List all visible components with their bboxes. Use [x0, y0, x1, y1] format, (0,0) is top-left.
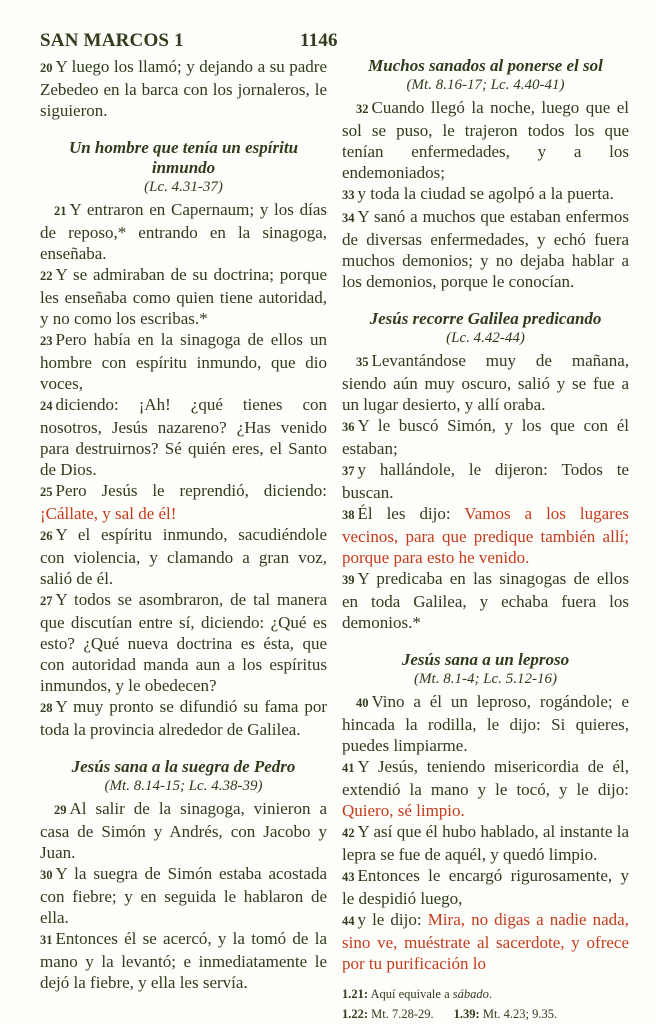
section-heading: [342, 650, 629, 689]
verse-text: y le dijo:: [357, 910, 428, 929]
verse-number: 42: [342, 826, 355, 840]
verse-text: Y el espíritu inmundo, sacudiéndole con violencia, y clamando a gran voz, salió de él.: [40, 525, 327, 588]
verse-text: Y le buscó Simón, y los que con él estaban;: [342, 416, 629, 458]
verse-number: 21: [54, 204, 67, 218]
verse-number: 28: [40, 701, 53, 715]
verse-text: Pero Jesús le reprendió, diciendo:: [55, 481, 327, 500]
verse-21: [40, 199, 327, 264]
verse-31: [40, 928, 327, 993]
verse-number: 20: [40, 61, 53, 75]
verse-number: 26: [40, 529, 53, 543]
footnote-entry: [342, 1007, 434, 1021]
verse-text: Y así que él hubo hablado, al instante la lepra se fue de aquél, y quedó limpio.: [342, 822, 629, 864]
verse-text: Entonces él se acercó, y la tomó de la mano y la levantó; e inmediatamente le dejó la fiebre, y ella les servía.: [40, 929, 327, 992]
footnotes: [342, 974, 629, 1024]
verse-28: [40, 696, 327, 740]
verse-number: 27: [40, 594, 53, 608]
verse-number: 22: [40, 269, 53, 283]
verse-20: [40, 56, 327, 121]
footnote-line: [342, 1004, 629, 1024]
verse-number: 44: [342, 914, 355, 928]
verse-text: Y entraron en Capernaum; y los días de reposo,* entrando en la sinagoga, enseñaba.: [40, 200, 327, 263]
verse-38: [342, 503, 629, 568]
verse-number: 30: [40, 868, 53, 882]
verse-number: 36: [342, 420, 355, 434]
verse-44: [342, 909, 629, 974]
verse-text: Y muy pronto se difundió su fama por toda la provincia alrededor de Galilea.: [40, 697, 327, 739]
verse-text: Y la suegra de Simón estaba acostada con fiebre; y en seguida le hablaron de ella.: [40, 864, 327, 927]
verse-text: Pero había en la sinagoga de ellos un hombre con espíritu inmundo, que dio voces,: [40, 330, 327, 393]
footnote-reference: 1.39:: [453, 1007, 480, 1021]
verse-number: 34: [342, 211, 355, 225]
page-header: [40, 30, 630, 56]
section-title: Un hombre que tenía un espíritu inmundo: [68, 138, 299, 177]
column-right: [342, 56, 629, 1024]
verse-number: 39: [342, 573, 355, 587]
verse-43: [342, 865, 629, 909]
verse-text: Levantándose muy de mañana, siendo aún muy oscuro, salió y se fue a un lugar desierto, y allí oraba.: [342, 351, 629, 414]
verse-40: [342, 691, 629, 756]
section-title: Jesús sana a un leproso: [401, 650, 570, 669]
section-title: Jesús recorre Galilea predicando: [369, 309, 602, 328]
footnote-reference: 1.21:: [342, 987, 369, 1001]
verse-text: Y Jesús, teniendo misericordia de él, extendió la mano y le tocó, y le dijo:: [342, 757, 629, 799]
verse-23: [40, 329, 327, 394]
verse-text: diciendo: ¡Ah! ¿qué tienes con nosotros, Jesús nazareno? ¿Has venido para destruirnos? Sé quién eres, el Santo de Dios.: [40, 395, 327, 479]
verse-text: Vino a él un leproso, rogándole; e hincada la rodilla, le dijo: Si quieres, puedes limpiarme.: [342, 692, 629, 755]
verse-number: 23: [40, 334, 53, 348]
verse-number: 32: [356, 102, 369, 116]
verse-text: Y se admiraban de su doctrina; porque les enseñaba como quien tiene autoridad, y no como los escribas.*: [40, 265, 327, 328]
red-letter-text: ¡Cállate, y sal de él!: [40, 504, 177, 523]
verse-text: Entonces le encargó rigurosamente, y le despidió luego,: [342, 866, 629, 908]
verse-32: [342, 97, 629, 183]
footnote-entry: [454, 1007, 557, 1021]
book-title: SAN MARCOS 1: [40, 30, 184, 51]
footnote-entry: [342, 987, 492, 1001]
section-reference: (Lc. 4.42-44): [446, 330, 525, 346]
section-heading: [342, 309, 629, 348]
section-heading: [40, 138, 327, 197]
verse-text: Y todos se asombraron, de tal manera que discutían entre sí, diciendo: ¿Qué es esto? ¿Qué nueva doctrina es ésta, que con autoridad manda aun a los espíritus inmundos, y le obedecen?: [40, 590, 327, 695]
verse-26: [40, 524, 327, 589]
verse-35: [342, 350, 629, 415]
verse-24: [40, 394, 327, 480]
verse-text: Y luego los llamó; y dejando a su padre Zebedeo en la barca con los jornaleros, le siguieron.: [40, 57, 327, 120]
page-number: 1146: [300, 30, 338, 51]
footnote-text: sábado: [452, 987, 489, 1001]
section-title: Jesús sana a la suegra de Pedro: [71, 757, 296, 776]
verse-text: Y sanó a muchos que estaban enfermos de diversas enfermedades, y echó fuera muchos demonios; y no dejaba hablar a los demonios, porque le conocían.: [342, 207, 629, 291]
verse-text: y hallándole, le dijeron: Todos te buscan.: [342, 460, 629, 502]
section-reference: (Lc. 4.31-37): [144, 179, 223, 195]
column-left: [40, 56, 327, 1024]
verse-text: Él les dijo:: [357, 504, 465, 523]
verse-42: [342, 821, 629, 865]
footnote-reference: 1.22:: [342, 1007, 369, 1021]
footnote-text: Mt. 4.23; 9.35.: [482, 1007, 558, 1021]
section-title: Muchos sanados al ponerse el sol: [368, 56, 603, 75]
section-reference: (Mt. 8.14-15; Lc. 4.38-39): [104, 778, 263, 794]
verse-30: [40, 863, 327, 928]
verse-39: [342, 568, 629, 633]
verse-37: [342, 459, 629, 503]
section-heading: [342, 56, 629, 95]
section-heading: [40, 757, 327, 796]
verse-22: [40, 264, 327, 329]
verse-number: 40: [356, 696, 369, 710]
verse-number: 24: [40, 399, 53, 413]
verse-text: Cuando llegó la noche, luego que el sol se puso, le trajeron todos los que tenían enfermedades, y a los endemoniados;: [342, 98, 629, 182]
verse-text: Y predicaba en las sinagogas de ellos en toda Galilea, y echaba fuera los demonios.*: [342, 569, 629, 632]
footnote-text: Mt. 7.28-29.: [371, 1007, 434, 1021]
verse-25: [40, 480, 327, 524]
verse-number: 38: [342, 508, 355, 522]
verse-41: [342, 756, 629, 821]
verse-number: 43: [342, 870, 355, 884]
verse-number: 35: [356, 355, 369, 369]
verse-number: 37: [342, 464, 355, 478]
red-letter-text: Quiero, sé limpio.: [342, 801, 465, 820]
section-reference: (Mt. 8.1-4; Lc. 5.12-16): [414, 671, 557, 687]
text-columns: [40, 56, 630, 1024]
red-letter-text: Vamos a los lugares vecinos, para que predique también allí; porque para esto he venido.: [342, 504, 629, 567]
section-reference: (Mt. 8.16-17; Lc. 4.40-41): [406, 77, 565, 93]
verse-number: 29: [54, 803, 67, 817]
verse-34: [342, 206, 629, 292]
verse-number: 31: [40, 933, 53, 947]
verse-number: 25: [40, 485, 53, 499]
verse-number: 33: [342, 188, 355, 202]
verse-text: Al salir de la sinagoga, vinieron a casa de Simón y Andrés, con Jacobo y Juan.: [40, 799, 327, 862]
verse-number: 41: [342, 761, 355, 775]
verse-text: y toda la ciudad se agolpó a la puerta.: [357, 184, 614, 203]
verse-36: [342, 415, 629, 459]
verse-29: [40, 798, 327, 863]
red-letter-text: Mira, no digas a nadie nada, sino ve, muéstrate al sacerdote, y ofrece por tu purificación lo: [342, 910, 629, 973]
verse-33: [342, 183, 629, 206]
verse-27: [40, 589, 327, 696]
footnote-text: .: [488, 987, 492, 1001]
footnote-line: [342, 984, 629, 1004]
footnote-text: Aquí equivale a: [370, 987, 453, 1001]
